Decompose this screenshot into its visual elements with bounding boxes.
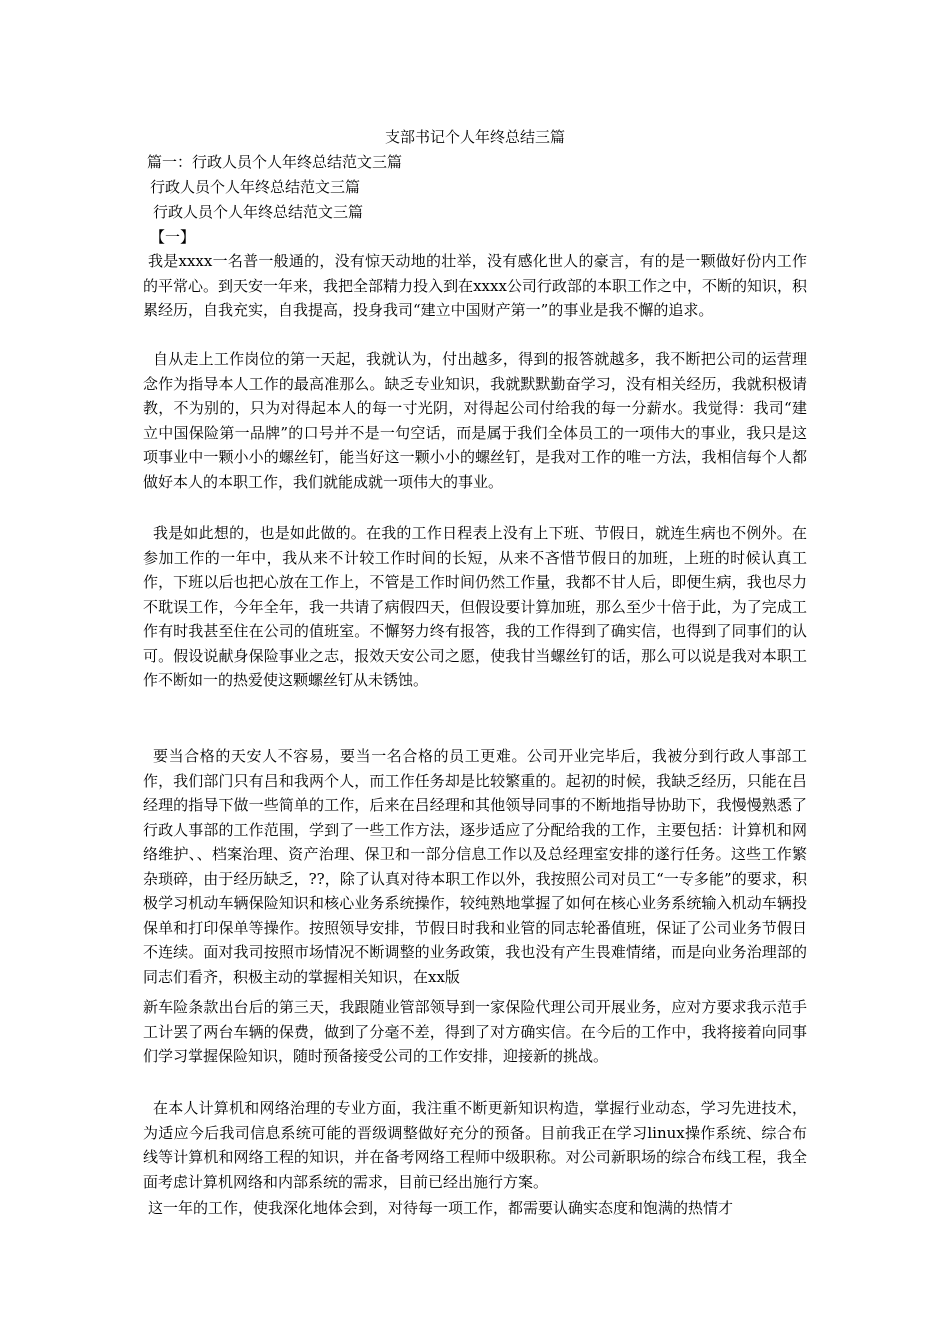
section-marker: 【一】 <box>150 228 196 246</box>
paragraph: 要当合格的天安人不容易，要当一名合格的员工更难。公司开业完毕后，我被分到行政人事部工作，我们部门只有吕和我两个人，而工作任务却是比较繁重的。起初的时候，我缺乏经历，只能在吕经理的指导下做一些简单的工作，后来在吕经理和其他领导同事的不断地指导协助下，我慢慢熟悉了行政人事部的工作范围，学到了一些工作方法，逐步适应了分配给我的工作，主要包括：计算机和网络维护、、档案治理、资产治理、保卫和一部分信息工作以及总经理室安排的遂行任务。这些工作繁杂琐碎，由于经历缺乏，??，除了认真对待本职工作以外，我按照公司对员工“一专多能”的要求，积极学习机动车辆保险知识和核心业务系统操作，较纯熟地掌握了如何在核心业务系统输入机动车辆投保单和打印保单等操作。按照领导安排，节假日时我和业管的同志轮番值班，保证了公司业务节假日不连续。面对我司按照市场情况不断调整的业务政策，我也没有产生畏难情绪，而是向业务治理部的同志们看齐，积极主动的掌握相关知识，在xx版 <box>143 747 807 986</box>
paragraph: 在本人计算机和网络治理的专业方面，我注重不断更新知识构造，掌握行业动态，学习先进技术，为适应今后我司信息系统可能的晋级调整做好充分的预备。目前我正在学习linux操作系统、综合布线等计算机和网络工程的知识，并在备考网络工程师中级职称。对公司新职场的综合布线工程，我全面考虑计算机网络和内部系统的需求，目前已经出施行方案。 <box>143 1099 807 1191</box>
paragraph: 我是如此想的，也是如此做的。在我的工作日程表上没有上下班、节假日，就连生病也不例外。在参加工作的一年中，我从来不计较工作时间的长短，从来不吝惜节假日的加班，上班的时候认真工作，下班以后也把心放在工作上，不管是工作时间仍然工作量，我都不甘人后，即便生病，我也尽力不耽误工作，今年全年，我一共请了病假四天，但假设要计算加班，那么至少十倍于此，为了完成工作有时我甚至住在公司的值班室。不懈努力终有报答，我的工作得到了确实信，也得到了同事们的认可。假设说献身保险事业之志，报效天安公司之愿，使我甘当螺丝钉的话，那么可以说是我对本职工作不断如一的热爱使这颗螺丝钉从未锈蚀。 <box>143 524 807 689</box>
subheading: 行政人员个人年终总结范文三篇 <box>150 178 361 196</box>
heading-part-one: 篇一：行政人员个人年终总结范文三篇 <box>147 153 403 171</box>
document-title: 支部书记个人年终总结三篇 <box>384 128 565 146</box>
paragraph: 新车险条款出台后的第三天，我跟随业管部领导到一家保险代理公司开展业务，应对方要求我示范手工计罢了两台车辆的保费，做到了分毫不差，得到了对方确实信。在今后的工作中，我将接着向同事们学习掌握保险知识，随时预备接受公司的工作安排，迎接新的挑战。 <box>143 998 807 1065</box>
subheading-repeat: 行政人员个人年终总结范文三篇 <box>153 203 364 221</box>
paragraph: 这一年的工作，使我深化地体会到，对待每一项工作，都需要认确实态度和饱满的热情才 <box>148 1199 734 1217</box>
paragraph: 我是xxxx一名普一般通的，没有惊天动地的壮举，没有感化世人的豪言，有的是一颗做好份内工作的平常心。到天安一年来，我把全部精力投入到在xxxx公司行政部的本职工作之中，不断的知识，积累经历，自我充实，自我提高，投身我司“建立中国财产第一”的事业是我不懈的追求。 <box>143 252 807 319</box>
paragraph: 自从走上工作岗位的第一天起，我就认为，付出越多，得到的报答就越多，我不断把公司的运营理念作为指导本人工作的最高准那么。缺乏专业知识，我就默默勤奋学习，没有相关经历，我就积极请教，不为别的，只为对得起本人的每一寸光阴，对得起公司付给我的每一分薪水。我觉得：我司“建立中国保险第一品牌”的口号并不是一句空话，而是属于我们全体员工的一项伟大的事业，我只是这项事业中一颗小小的螺丝钉，能当好这一颗小小的螺丝钉，是我对工作的唯一方法，我相信每个人都做好本人的本职工作，我们就能成就一项伟大的事业。 <box>143 350 807 491</box>
